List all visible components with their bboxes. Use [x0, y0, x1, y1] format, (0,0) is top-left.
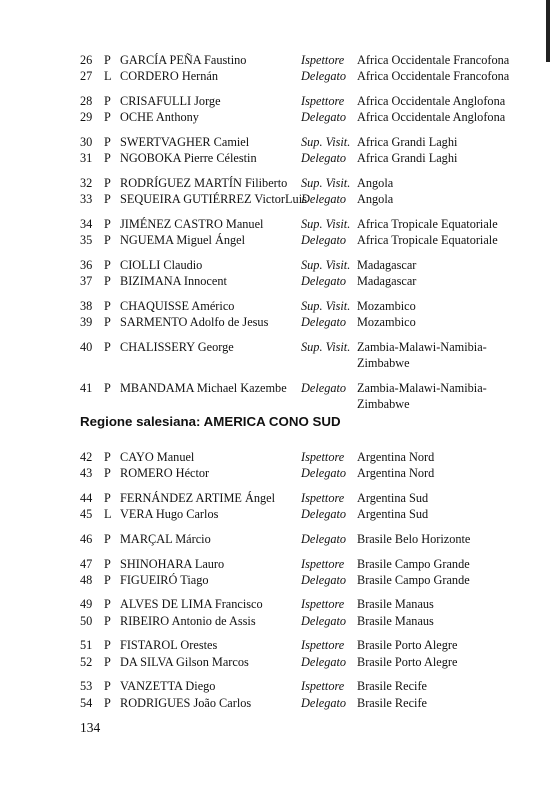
row-category: P: [104, 450, 111, 464]
row-category: P: [104, 613, 111, 628]
table-row: [0, 572, 550, 588]
row-number: 28: [80, 93, 93, 108]
row-region: Africa Tropicale Equatoriale: [357, 233, 498, 248]
row-region: Brasile Manaus: [357, 613, 434, 628]
row-region: Brasile Recife: [357, 679, 427, 694]
row-name: DA SILVA Gilson Marcos: [120, 654, 249, 669]
row-category: P: [104, 556, 111, 571]
row-name: RODRÍGUEZ MARTÍN Filiberto: [120, 175, 288, 190]
table-row: [0, 339, 550, 372]
row-number: 38: [80, 298, 93, 313]
row-role: Sup. Visit.: [301, 339, 351, 354]
table-row: [0, 637, 550, 653]
table-row: [0, 93, 550, 109]
row-name: OCHE Anthony: [120, 110, 199, 125]
row-number: 46: [80, 531, 93, 546]
row-name: ALVES DE LIMA Francisco: [120, 597, 263, 612]
table-row: [0, 68, 550, 84]
row-category: P: [104, 638, 111, 653]
row-role: Sup. Visit.: [301, 216, 351, 231]
table-row: [0, 257, 550, 273]
row-region: Argentina Nord: [357, 466, 435, 481]
row-role: Delegato: [301, 654, 347, 669]
row-name: NGUEMA Miguel Ángel: [120, 233, 246, 248]
row-number: 52: [80, 654, 93, 669]
row-region: Argentina Nord: [357, 450, 435, 464]
row-role: Delegato: [301, 466, 347, 481]
row-category: P: [104, 298, 111, 313]
row-region: Brasile Porto Alegre: [357, 638, 458, 653]
table-row: [0, 506, 550, 522]
row-role: Delegato: [301, 315, 347, 330]
row-number: 30: [80, 134, 93, 149]
row-role: Sup. Visit.: [301, 134, 351, 149]
table-row: [0, 613, 550, 629]
row-region: Brasile Porto Alegre: [357, 654, 458, 669]
table-row: [0, 678, 550, 694]
row-number: 33: [80, 192, 93, 207]
table-row: [0, 216, 550, 232]
row-name: CHALISSERY George: [120, 339, 234, 354]
row-name: RODRIGUES João Carlos: [120, 695, 252, 710]
row-region: Zambia-Malawi-Namibia-Zimbabwe: [357, 380, 487, 412]
row-category: P: [104, 679, 111, 694]
row-number: 31: [80, 151, 93, 166]
row-region: Brasile Recife: [357, 695, 427, 710]
row-role: Ispettore: [301, 638, 345, 653]
table-row: [0, 314, 550, 330]
row-role: Ispettore: [301, 450, 345, 464]
row-category: P: [104, 257, 111, 272]
row-number: 29: [80, 110, 93, 125]
row-role: Delegato: [301, 274, 347, 289]
row-category: P: [104, 531, 111, 546]
row-category: P: [104, 53, 111, 67]
table-row: [0, 150, 550, 166]
table-row: [0, 52, 550, 68]
row-category: P: [104, 151, 111, 166]
row-number: 51: [80, 638, 93, 653]
row-role: Delegato: [301, 192, 347, 207]
row-name: CIOLLI Claudio: [120, 257, 203, 272]
row-name: CHAQUISSE Américo: [120, 298, 235, 313]
row-category: P: [104, 380, 111, 395]
row-name: FIGUEIRÓ Tiago: [120, 572, 209, 587]
row-region: Brasile Belo Horizonte: [357, 531, 471, 546]
row-number: 26: [80, 53, 93, 67]
row-region: Madagascar: [357, 257, 417, 272]
table-row: [0, 191, 550, 207]
row-role: Delegato: [301, 695, 347, 710]
row-region: Zambia-Malawi-Namibia-Zimbabwe: [357, 339, 487, 371]
row-number: 44: [80, 490, 93, 505]
row-number: 49: [80, 597, 93, 612]
row-name: BIZIMANA Innocent: [120, 274, 227, 289]
row-region: Africa Occidentale Francofona: [357, 53, 510, 67]
row-region: Angola: [357, 192, 394, 207]
row-region: Africa Occidentale Francofona: [357, 69, 510, 84]
row-category: L: [104, 507, 112, 522]
row-number: 32: [80, 175, 93, 190]
row-number: 39: [80, 315, 93, 330]
row-category: P: [104, 192, 111, 207]
row-number: 35: [80, 233, 93, 248]
row-category: P: [104, 490, 111, 505]
table-row: [0, 232, 550, 248]
row-name: SARMENTO Adolfo de Jesus: [120, 315, 269, 330]
row-role: Delegato: [301, 531, 347, 546]
row-name: MBANDAMA Michael Kazembe: [120, 380, 287, 395]
row-category: P: [104, 175, 111, 190]
row-category: P: [104, 339, 111, 354]
row-name: SWERTVAGHER Camiel: [120, 134, 250, 149]
row-category: P: [104, 315, 111, 330]
row-name: CORDERO Hernán: [120, 69, 219, 84]
row-name: FISTAROL Orestes: [120, 638, 218, 653]
row-role: Ispettore: [301, 490, 345, 505]
row-role: Sup. Visit.: [301, 298, 351, 313]
row-role: Delegato: [301, 110, 347, 125]
row-role: Ispettore: [301, 93, 345, 108]
row-category: P: [104, 110, 111, 125]
row-role: Ispettore: [301, 597, 345, 612]
row-number: 37: [80, 274, 93, 289]
row-category: L: [104, 69, 112, 84]
row-number: 47: [80, 556, 93, 571]
section-heading: Regione salesiana: AMERICA CONO SUD: [80, 414, 341, 429]
row-role: Ispettore: [301, 53, 345, 67]
row-name: RIBEIRO Antonio de Assis: [120, 613, 256, 628]
row-region: Africa Grandi Laghi: [357, 151, 458, 166]
row-name: JIMÉNEZ CASTRO Manuel: [120, 216, 264, 231]
row-name: FERNÁNDEZ ARTIME Ángel: [120, 490, 276, 505]
row-name: VERA Hugo Carlos: [120, 507, 219, 522]
table-row: [0, 556, 550, 572]
row-category: P: [104, 597, 111, 612]
table-row: [0, 695, 550, 711]
row-category: P: [104, 93, 111, 108]
row-name: MARÇAL Márcio: [120, 531, 211, 546]
row-name: ROMERO Héctor: [120, 466, 210, 481]
row-region: Mozambico: [357, 315, 416, 330]
row-category: P: [104, 466, 111, 481]
row-region: Africa Occidentale Anglofona: [357, 110, 506, 125]
row-role: Delegato: [301, 613, 347, 628]
row-number: 54: [80, 695, 93, 710]
row-name: GARCÍA PEÑA Faustino: [120, 53, 247, 67]
row-number: 36: [80, 257, 93, 272]
row-number: 48: [80, 572, 93, 587]
row-number: 53: [80, 679, 93, 694]
row-category: P: [104, 134, 111, 149]
row-number: 27: [80, 69, 93, 84]
row-name: VANZETTA Diego: [120, 679, 216, 694]
table-row: [0, 273, 550, 289]
row-category: P: [104, 572, 111, 587]
row-role: Sup. Visit.: [301, 257, 351, 272]
row-region: Angola: [357, 175, 394, 190]
row-region: Brasile Campo Grande: [357, 556, 470, 571]
table-row: [0, 596, 550, 612]
row-category: P: [104, 654, 111, 669]
row-role: Delegato: [301, 151, 347, 166]
table-row: [0, 531, 550, 547]
row-role: Delegato: [301, 572, 347, 587]
row-role: Delegato: [301, 507, 347, 522]
row-category: P: [104, 274, 111, 289]
table-row: [0, 380, 550, 413]
row-role: Sup. Visit.: [301, 175, 351, 190]
table-row: [0, 490, 550, 506]
table-row: [0, 134, 550, 150]
row-name: SEQUEIRA GUTIÉRREZ VictorLuis: [120, 192, 307, 207]
row-region: Africa Occidentale Anglofona: [357, 93, 506, 108]
row-name: SHINOHARA Lauro: [120, 556, 225, 571]
row-region: Argentina Sud: [357, 507, 429, 522]
row-name: CAYO Manuel: [120, 450, 195, 464]
row-region: Africa Grandi Laghi: [357, 134, 458, 149]
row-role: Delegato: [301, 380, 347, 395]
row-number: 40: [80, 339, 93, 354]
row-category: P: [104, 695, 111, 710]
table-row: [0, 175, 550, 191]
table-row: [0, 449, 550, 465]
table-row: [0, 465, 550, 481]
row-name: CRISAFULLI Jorge: [120, 93, 221, 108]
row-region: Brasile Campo Grande: [357, 572, 470, 587]
members-list-america-cono-sud: [0, 449, 550, 711]
row-role: Delegato: [301, 69, 347, 84]
row-region: Africa Tropicale Equatoriale: [357, 216, 498, 231]
row-category: P: [104, 216, 111, 231]
row-region: Brasile Manaus: [357, 597, 434, 612]
row-region: Mozambico: [357, 298, 416, 313]
page-number: 134: [80, 720, 101, 735]
row-role: Delegato: [301, 233, 347, 248]
row-category: P: [104, 233, 111, 248]
row-region: Madagascar: [357, 274, 417, 289]
row-number: 42: [80, 450, 93, 464]
row-number: 34: [80, 216, 93, 231]
row-name: NGOBOKA Pierre Célestin: [120, 151, 257, 166]
row-number: 41: [80, 380, 93, 395]
row-number: 45: [80, 507, 93, 522]
members-list-africa: [0, 52, 550, 413]
row-number: 50: [80, 613, 93, 628]
table-row: [0, 298, 550, 314]
row-number: 43: [80, 466, 93, 481]
table-row: [0, 654, 550, 670]
row-region: Argentina Sud: [357, 490, 429, 505]
row-role: Ispettore: [301, 556, 345, 571]
row-role: Ispettore: [301, 679, 345, 694]
table-row: [0, 109, 550, 125]
